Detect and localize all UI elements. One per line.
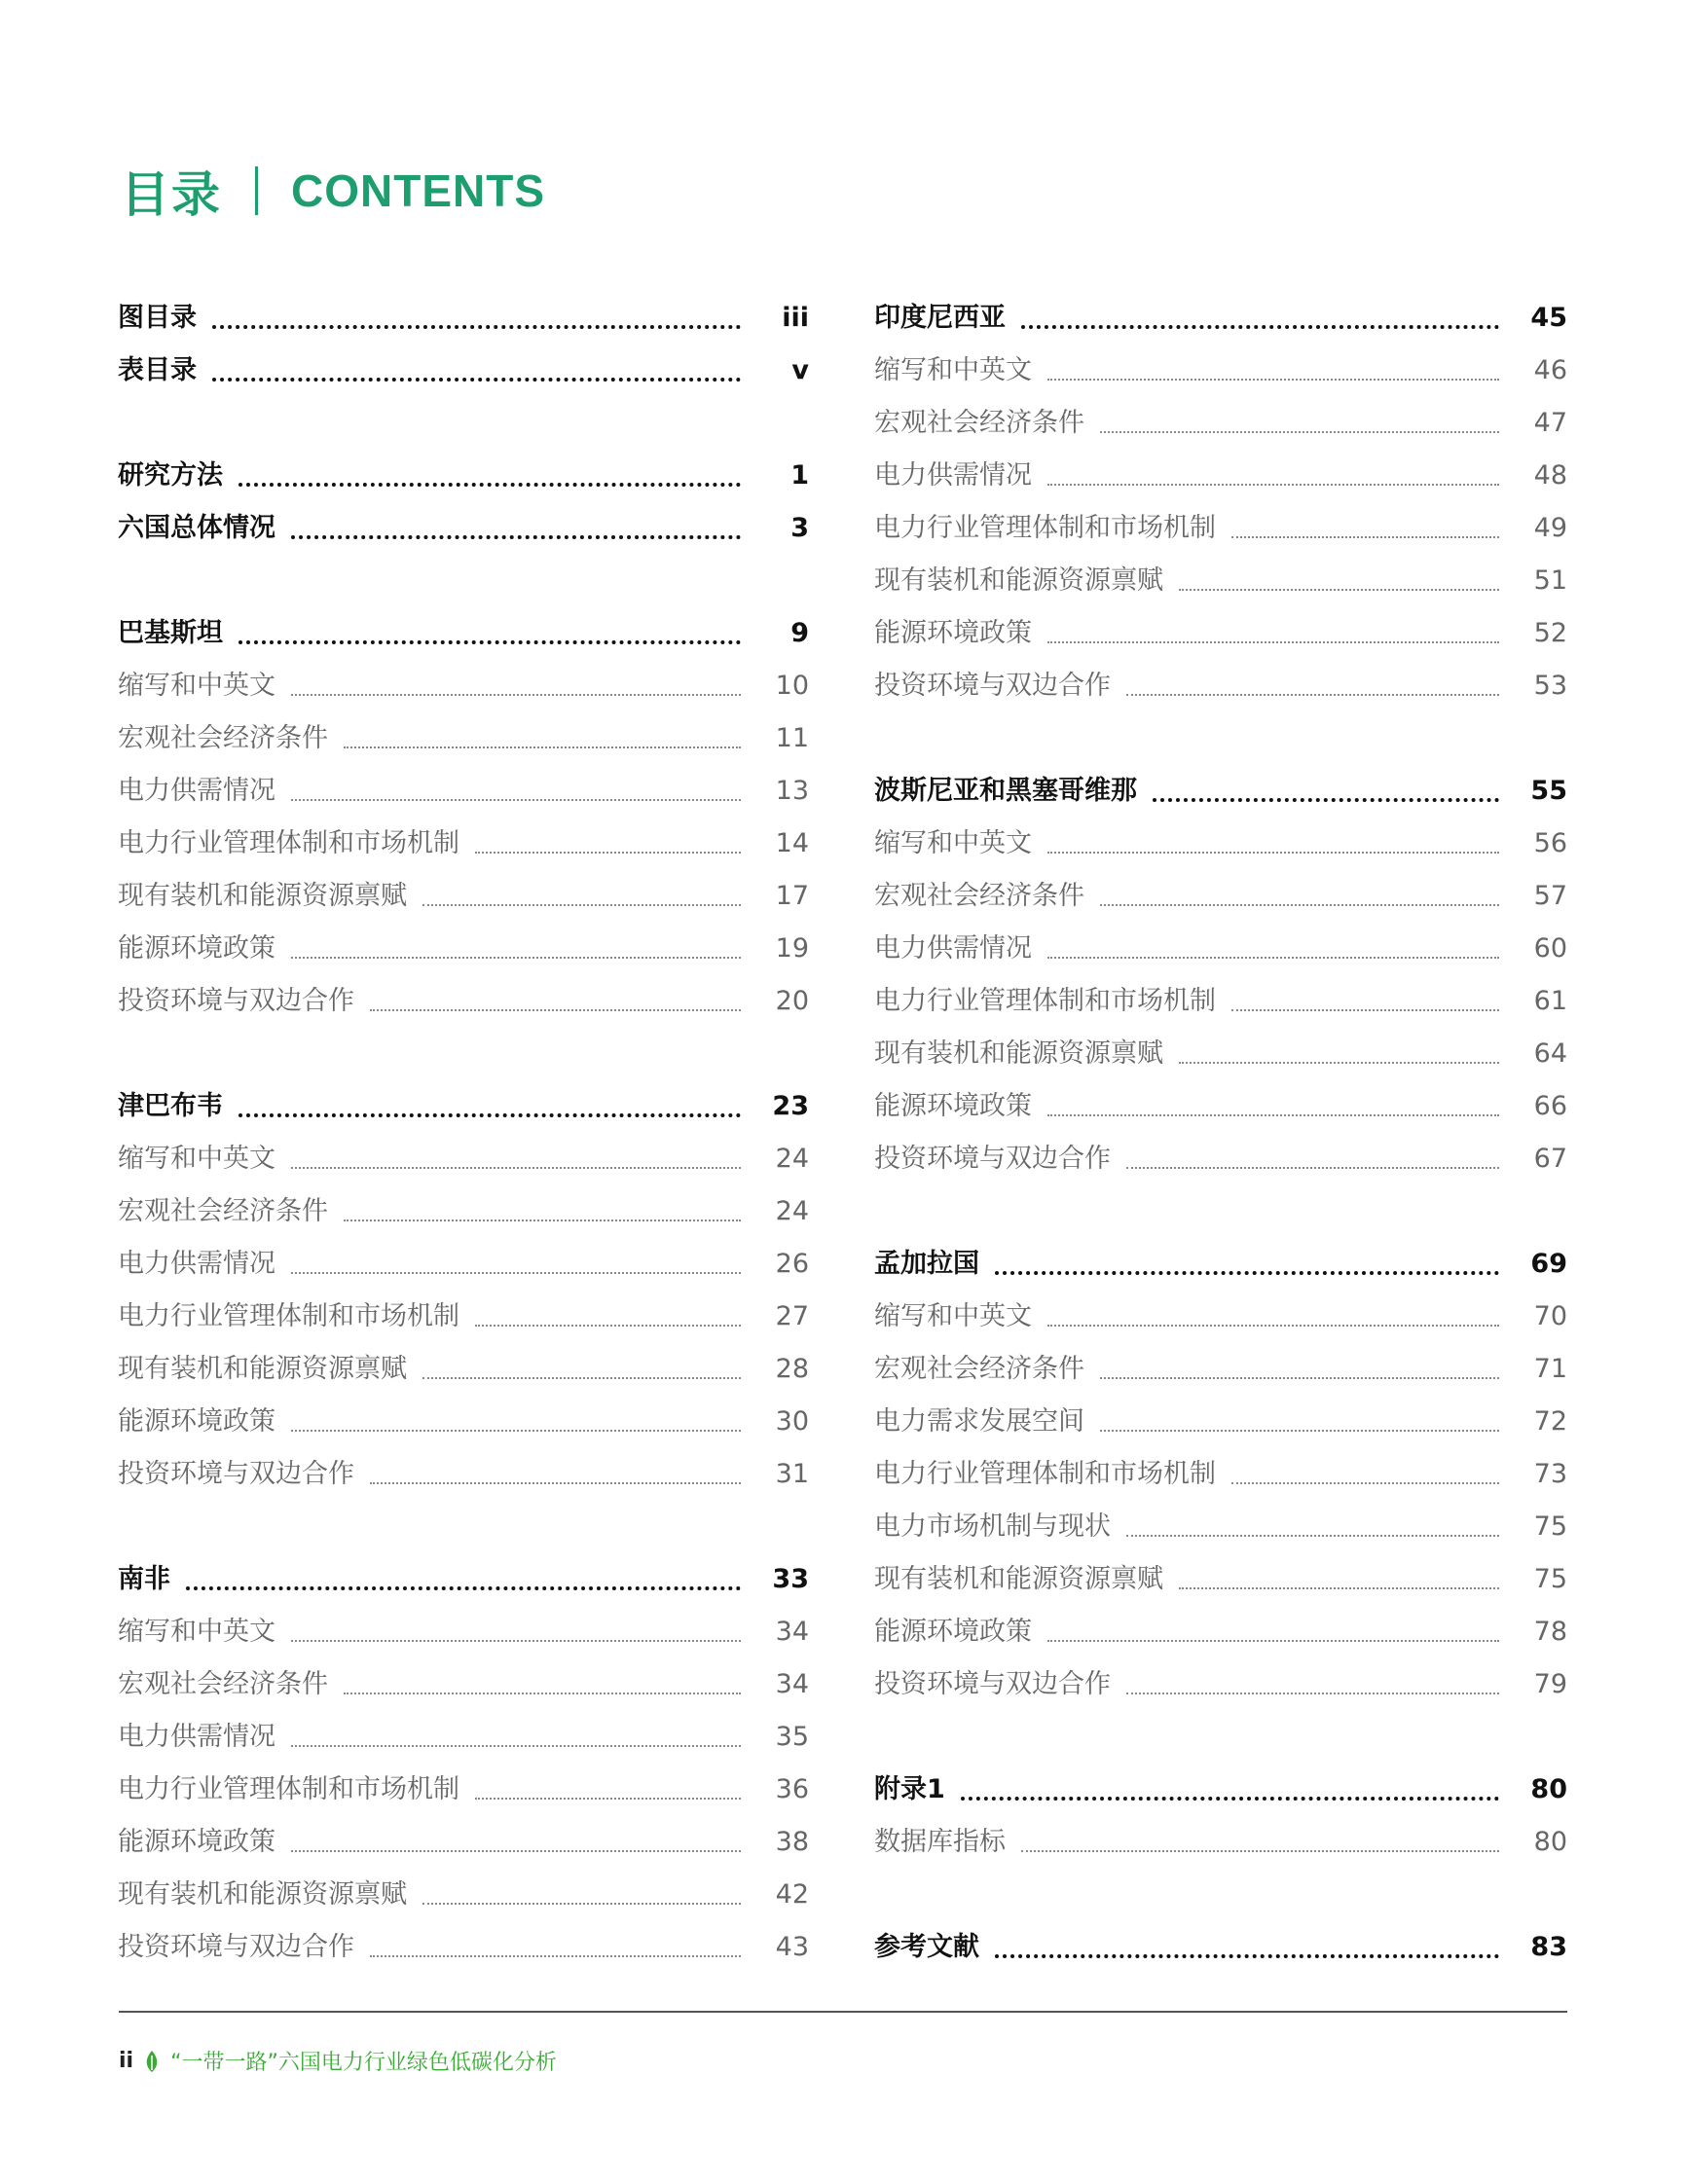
toc-entry-page: 13 [775,776,809,806]
toc-entry-sub[interactable] [118,1658,809,1711]
toc-entry-label: 孟加拉国 [874,1249,979,1279]
toc-entry-main[interactable] [118,1553,809,1606]
toc-entry-page: 71 [1533,1354,1567,1384]
toc-entry-label: 宏观社会经济条件 [874,881,1084,911]
toc-dot-leader [1047,484,1499,486]
toc-entry-label: 南非 [118,1564,170,1594]
toc-entry-page: v [791,355,809,385]
toc-dot-leader [961,1797,1499,1801]
toc-entry-label: 投资环境与双边合作 [874,1669,1111,1699]
toc-entry-label: 电力供需情况 [118,776,275,806]
toc-dot-leader [291,535,741,539]
toc-section-gap [118,1501,809,1553]
toc-entry-page: iii [782,303,809,333]
toc-entry-page: 61 [1533,986,1567,1016]
toc-entry-main[interactable] [118,345,809,397]
toc-dot-leader [422,904,741,906]
toc-dot-leader [1231,536,1499,538]
toc-dot-leader [291,1167,741,1169]
toc-dot-leader [1100,431,1499,433]
toc-entry-label: 投资环境与双边合作 [118,1459,354,1489]
toc-entry-page: 72 [1533,1406,1567,1437]
toc-entry-sub[interactable] [874,923,1567,975]
toc-dot-leader [370,1009,741,1011]
toc-dot-leader [186,1586,741,1590]
toc-entry-sub[interactable] [874,345,1567,397]
toc-entry-sub[interactable] [874,607,1567,660]
toc-entry-main[interactable] [118,450,809,502]
toc-entry-page: 38 [775,1827,809,1857]
toc-entry-label: 能源环境政策 [118,1406,275,1437]
page-title-en: CONTENTS [291,165,545,216]
toc-entry-main[interactable] [874,1238,1567,1291]
toc-entry-label: 津巴布韦 [118,1091,223,1121]
toc-dot-leader [1047,957,1499,959]
toc-dot-leader [291,1430,741,1432]
toc-entry-sub[interactable] [874,1080,1567,1133]
toc-entry-sub[interactable] [118,1711,809,1764]
toc-entry-label: 电力供需情况 [874,460,1032,491]
toc-entry-main[interactable] [118,502,809,555]
toc-entry-label: 投资环境与双边合作 [874,1144,1111,1174]
toc-dot-leader [1047,852,1499,854]
toc-entry-page: 49 [1533,513,1567,543]
toc-entry-sub[interactable] [874,1448,1567,1501]
toc-entry-label: 电力行业管理体制和市场机制 [118,1301,459,1331]
toc-entry-sub[interactable] [874,870,1567,923]
toc-entry-label: 缩写和中英文 [118,671,275,701]
toc-dot-leader [370,1955,741,1957]
toc-entry-main[interactable] [118,607,809,660]
toc-dot-leader [1047,641,1499,643]
toc-dot-leader [291,1745,741,1747]
toc-entry-sub[interactable] [874,450,1567,502]
toc-entry-page: 10 [775,671,809,701]
toc-entry-sub[interactable] [118,1238,809,1291]
toc-entry-page: 57 [1533,881,1567,911]
toc-dot-leader [475,1325,741,1327]
toc-entry-sub[interactable] [118,1921,809,1974]
toc-dot-leader [291,957,741,959]
toc-dot-leader [1126,1693,1499,1694]
toc-entry-label: 投资环境与双边合作 [118,1932,354,1962]
toc-entry-page: 80 [1533,1827,1567,1857]
toc-column-left [118,292,809,1974]
toc-dot-leader [291,1272,741,1274]
toc-entry-label: 能源环境政策 [118,933,275,964]
toc-dot-leader [1047,1640,1499,1642]
toc-entry-sub[interactable] [874,1028,1567,1080]
toc-entry-sub[interactable] [118,1869,809,1921]
toc-dot-leader [475,1798,741,1800]
toc-dot-leader [1100,1377,1499,1379]
toc-entry-label: 投资环境与双边合作 [874,671,1111,701]
toc-entry-sub[interactable] [118,870,809,923]
toc-dot-leader [1100,904,1499,906]
toc-entry-sub[interactable] [118,1764,809,1816]
toc-entry-label: 电力行业管理体制和市场机制 [118,1774,459,1804]
toc-entry-label: 表目录 [118,355,197,385]
toc-entry-label: 电力行业管理体制和市场机制 [118,828,459,858]
toc-entry-label: 图目录 [118,303,197,333]
toc-entry-page: 73 [1533,1459,1567,1489]
toc-entry-page: 78 [1533,1617,1567,1647]
toc-entry-page: 14 [775,828,809,858]
toc-entry-label: 能源环境政策 [874,1091,1032,1121]
toc-section-gap [118,1028,809,1080]
title-divider [255,166,258,215]
toc-entry-page: 17 [775,881,809,911]
toc-entry-main[interactable] [874,1764,1567,1816]
toc-entry-page: 36 [775,1774,809,1804]
toc-dot-leader [1047,1325,1499,1327]
toc-dot-leader [1126,1535,1499,1537]
toc-entry-page: 83 [1530,1932,1567,1962]
toc-entry-page: 3 [790,513,809,543]
toc-entry-label: 现有装机和能源资源禀赋 [874,565,1163,596]
toc-entry-sub[interactable] [118,1396,809,1448]
toc-entry-label: 缩写和中英文 [874,828,1032,858]
toc-entry-sub[interactable] [874,660,1567,712]
toc-section-gap [874,712,1567,765]
toc-entry-page: 24 [775,1144,809,1174]
toc-dot-leader [291,799,741,801]
toc-entry-label: 投资环境与双边合作 [118,986,354,1016]
toc-entry-sub[interactable] [118,923,809,975]
toc-entry-page: 43 [775,1932,809,1962]
toc-dot-leader [344,746,741,748]
toc-dot-leader [1100,1430,1499,1432]
toc-entry-label: 能源环境政策 [874,618,1032,648]
toc-dot-leader [239,640,741,644]
toc-section-gap [874,1185,1567,1238]
toc-entry-sub[interactable] [874,1396,1567,1448]
toc-entry-page: 33 [772,1564,809,1594]
toc-entry-page: 75 [1533,1564,1567,1594]
toc-entry-label: 电力行业管理体制和市场机制 [874,986,1216,1016]
toc-entry-label: 能源环境政策 [118,1827,275,1857]
footer-divider [119,2011,1567,2013]
toc-entry-sub[interactable] [118,765,809,818]
toc-entry-page: 79 [1533,1669,1567,1699]
toc-entry-label: 现有装机和能源资源禀赋 [118,1354,407,1384]
toc-dot-leader [1179,1062,1499,1064]
toc-section-gap [874,1869,1567,1921]
toc-dot-leader [1126,694,1499,696]
toc-entry-label: 电力市场机制与现状 [874,1511,1111,1542]
toc-dot-leader [1179,589,1499,591]
toc-entry-sub[interactable] [118,660,809,712]
toc-entry-sub[interactable] [874,555,1567,607]
toc-entry-sub[interactable] [874,1606,1567,1658]
toc-dot-leader [1179,1587,1499,1589]
toc-entry-label: 印度尼西亚 [874,303,1006,333]
page-title-cn: 目录 [121,166,222,223]
toc-dot-leader [344,1219,741,1221]
toc-entry-page: 30 [775,1406,809,1437]
toc-entry-page: 9 [790,618,809,648]
toc-entry-main[interactable] [874,1921,1567,1974]
toc-entry-label: 能源环境政策 [874,1617,1032,1647]
toc-dot-leader [212,378,741,382]
toc-entry-label: 宏观社会经济条件 [874,408,1084,438]
toc-entry-label: 宏观社会经济条件 [118,1196,328,1226]
toc-dot-leader [291,1850,741,1852]
toc-entry-page: 11 [775,723,809,753]
footer-publication-title: “一带一路”六国电力行业绿色低碳化分析 [170,2051,557,2075]
toc-dot-leader [995,1954,1499,1958]
toc-entry-page: 19 [775,933,809,964]
toc-entry-label: 六国总体情况 [118,513,275,543]
toc-entry-sub[interactable] [118,1816,809,1869]
page-footer [119,2046,557,2076]
toc-dot-leader [422,1903,741,1905]
toc-entry-page: 45 [1530,303,1567,333]
toc-entry-label: 电力供需情况 [874,933,1032,964]
toc-entry-label: 电力供需情况 [118,1722,275,1752]
toc-column-right [874,292,1567,1974]
toc-dot-leader [370,1482,741,1484]
toc-entry-sub[interactable] [874,397,1567,450]
toc-entry-label: 现有装机和能源资源禀赋 [874,1564,1163,1594]
toc-entry-page: 27 [775,1301,809,1331]
page-header [121,156,545,226]
toc-entry-page: 35 [775,1722,809,1752]
toc-dot-leader [1231,1009,1499,1011]
toc-entry-page: 28 [775,1354,809,1384]
toc-entry-page: 52 [1533,618,1567,648]
toc-section-gap [874,1711,1567,1764]
toc-entry-page: 42 [775,1879,809,1910]
toc-entry-page: 80 [1530,1774,1567,1804]
toc-entry-main[interactable] [874,765,1567,818]
toc-dot-leader [1047,379,1499,381]
toc-entry-label: 宏观社会经济条件 [118,723,328,753]
toc-dot-leader [239,483,741,487]
toc-entry-page: 48 [1533,460,1567,491]
toc-entry-page: 46 [1533,355,1567,385]
toc-entry-page: 67 [1533,1144,1567,1174]
toc-entry-page: 60 [1533,933,1567,964]
toc-entry-label: 附录1 [874,1774,945,1804]
toc-entry-label: 宏观社会经济条件 [874,1354,1084,1384]
toc-entry-page: 55 [1530,776,1567,806]
toc-entry-sub[interactable] [118,818,809,870]
toc-entry-sub[interactable] [874,1501,1567,1553]
toc-entry-sub[interactable] [874,502,1567,555]
toc-entry-sub[interactable] [118,1133,809,1185]
toc-dot-leader [995,1271,1499,1275]
toc-entry-sub[interactable] [118,1343,809,1396]
toc-entry-label: 缩写和中英文 [874,355,1032,385]
toc-entry-sub[interactable] [874,1291,1567,1343]
toc-entry-main[interactable] [874,292,1567,345]
toc-entry-label: 电力行业管理体制和市场机制 [874,1459,1216,1489]
toc-entry-sub[interactable] [118,1185,809,1238]
toc-entry-label: 巴基斯坦 [118,618,223,648]
toc-entry-page: 53 [1533,671,1567,701]
toc-entry-sub[interactable] [874,1133,1567,1185]
toc-section-gap [118,397,809,450]
toc-dot-leader [212,325,741,329]
toc-entry-label: 缩写和中英文 [118,1617,275,1647]
toc-entry-sub[interactable] [118,1448,809,1501]
toc-entry-sub[interactable] [118,1291,809,1343]
toc-entry-page: 31 [775,1459,809,1489]
toc-entry-sub[interactable] [874,1343,1567,1396]
toc-entry-sub[interactable] [118,712,809,765]
toc-entry-page: 26 [775,1249,809,1279]
toc-entry-label: 波斯尼亚和黑塞哥维那 [874,776,1137,806]
toc-entry-page: 1 [790,460,809,491]
toc-section-gap [118,555,809,607]
toc-dot-leader [344,1693,741,1694]
toc-entry-label: 电力行业管理体制和市场机制 [874,513,1216,543]
footer-page-number: ii [119,2049,134,2073]
toc-entry-sub[interactable] [874,1658,1567,1711]
toc-dot-leader [291,1640,741,1642]
toc-entry-page: 69 [1530,1249,1567,1279]
toc-entry-label: 研究方法 [118,460,223,491]
toc-entry-page: 23 [772,1091,809,1121]
toc-dot-leader [422,1377,741,1379]
toc-entry-page: 56 [1533,828,1567,858]
toc-entry-label: 电力需求发展空间 [874,1406,1084,1437]
toc-entry-main[interactable] [118,1080,809,1133]
toc-entry-label: 宏观社会经济条件 [118,1669,328,1699]
toc-entry-label: 数据库指标 [874,1827,1006,1857]
toc-entry-main[interactable] [118,292,809,345]
toc-entry-page: 20 [775,986,809,1016]
toc-entry-page: 66 [1533,1091,1567,1121]
toc-entry-page: 75 [1533,1511,1567,1542]
toc-entry-label: 现有装机和能源资源禀赋 [874,1038,1163,1069]
toc-entry-page: 24 [775,1196,809,1226]
toc-entry-label: 缩写和中英文 [874,1301,1032,1331]
toc-dot-leader [1047,1114,1499,1116]
toc-entry-page: 64 [1533,1038,1567,1069]
toc-entry-sub[interactable] [874,1816,1567,1869]
toc-dot-leader [239,1113,741,1117]
toc-entry-label: 现有装机和能源资源禀赋 [118,1879,407,1910]
toc-entry-page: 70 [1533,1301,1567,1331]
toc-entry-sub[interactable] [874,818,1567,870]
toc-dot-leader [1021,1850,1499,1852]
toc-entry-label: 缩写和中英文 [118,1144,275,1174]
toc-dot-leader [1153,798,1499,802]
toc-dot-leader [475,852,741,854]
toc-dot-leader [1231,1482,1499,1484]
toc-entry-page: 47 [1533,408,1567,438]
toc-entry-sub[interactable] [874,1553,1567,1606]
toc-entry-label: 电力供需情况 [118,1249,275,1279]
toc-entry-sub[interactable] [118,1606,809,1658]
toc-entry-label: 现有装机和能源资源禀赋 [118,881,407,911]
toc-dot-leader [1126,1167,1499,1169]
toc-entry-sub[interactable] [118,975,809,1028]
toc-entry-page: 34 [775,1617,809,1647]
toc-entry-sub[interactable] [874,975,1567,1028]
leaf-icon [143,2050,161,2073]
toc-entry-page: 34 [775,1669,809,1699]
toc-dot-leader [291,694,741,696]
toc-entry-label: 参考文献 [874,1932,979,1962]
toc-entry-page: 51 [1533,565,1567,596]
toc-dot-leader [1021,325,1499,329]
